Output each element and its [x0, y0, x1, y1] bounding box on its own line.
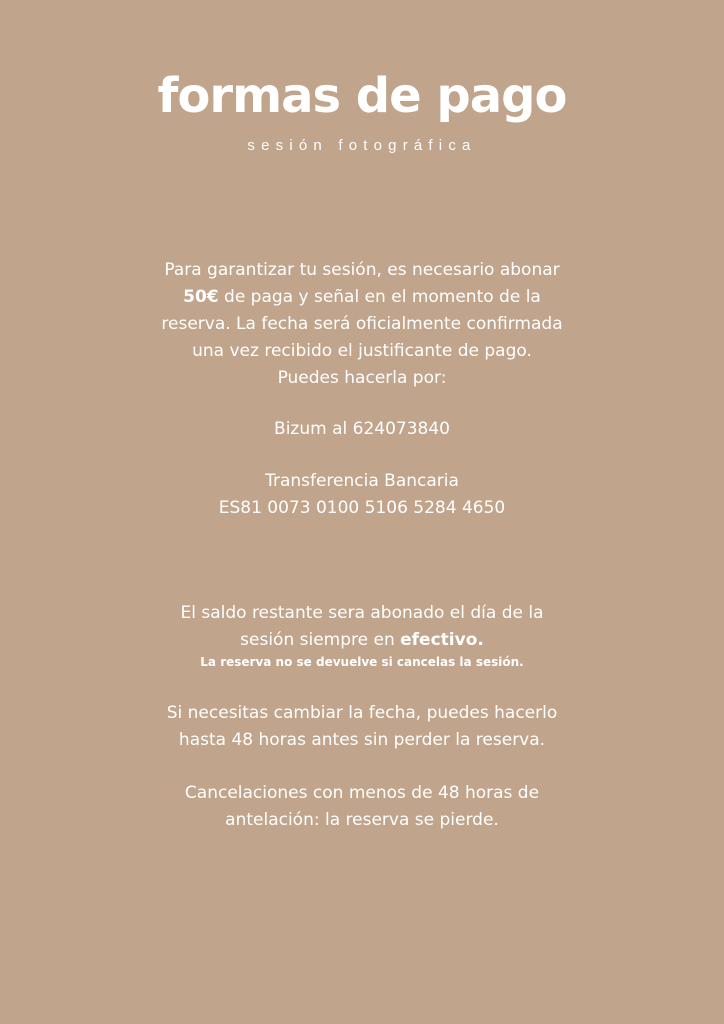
cash-text: efectivo.	[400, 630, 484, 650]
intro-line-1: Para garantizar tu sesión, es necesario abonar	[164, 260, 560, 280]
no-refund-note: La reserva no se devuelve si cancelas la sesión.	[200, 655, 524, 669]
intro-line-4: una vez recibido el justificante de pago.	[192, 341, 532, 361]
bizum-method	[0, 416, 724, 443]
intro-paragraph	[0, 257, 724, 392]
change-date-paragraph	[0, 700, 724, 754]
balance-line-1: El saldo restante sera abonado el día de la	[180, 603, 544, 623]
change-line-1: Si necesitas cambiar la fecha, puedes hacerlo	[166, 703, 558, 723]
intro-line-2-text: de paga y señal en el momento de la	[218, 287, 541, 307]
balance-paragraph	[0, 600, 724, 670]
cancel-line-2: antelación: la reserva se pierde.	[225, 810, 499, 830]
intro-line-2	[0, 284, 724, 311]
transfer-label: Transferencia Bancaria	[265, 471, 459, 491]
page-title: formas de pago	[157, 68, 567, 124]
deposit-amount: 50€	[183, 287, 219, 307]
cancellation-paragraph	[0, 780, 724, 834]
intro-line-3: reserva. La fecha será oficialmente confirmada	[161, 314, 563, 334]
iban-text: ES81 0073 0100 5106 5284 4650	[218, 498, 506, 518]
intro-line-5: Puedes hacerla por:	[277, 368, 447, 388]
cancel-line-1: Cancelaciones con menos de 48 horas de	[184, 783, 540, 803]
bizum-text: Bizum al 624073840	[274, 419, 450, 439]
transfer-method	[0, 468, 724, 522]
balance-line-2-text: sesión siempre en	[240, 630, 401, 650]
balance-line-2	[0, 627, 724, 654]
page-subtitle: sesión fotográfica	[247, 137, 477, 154]
change-line-2: hasta 48 horas antes sin perder la reserva.	[178, 730, 546, 750]
